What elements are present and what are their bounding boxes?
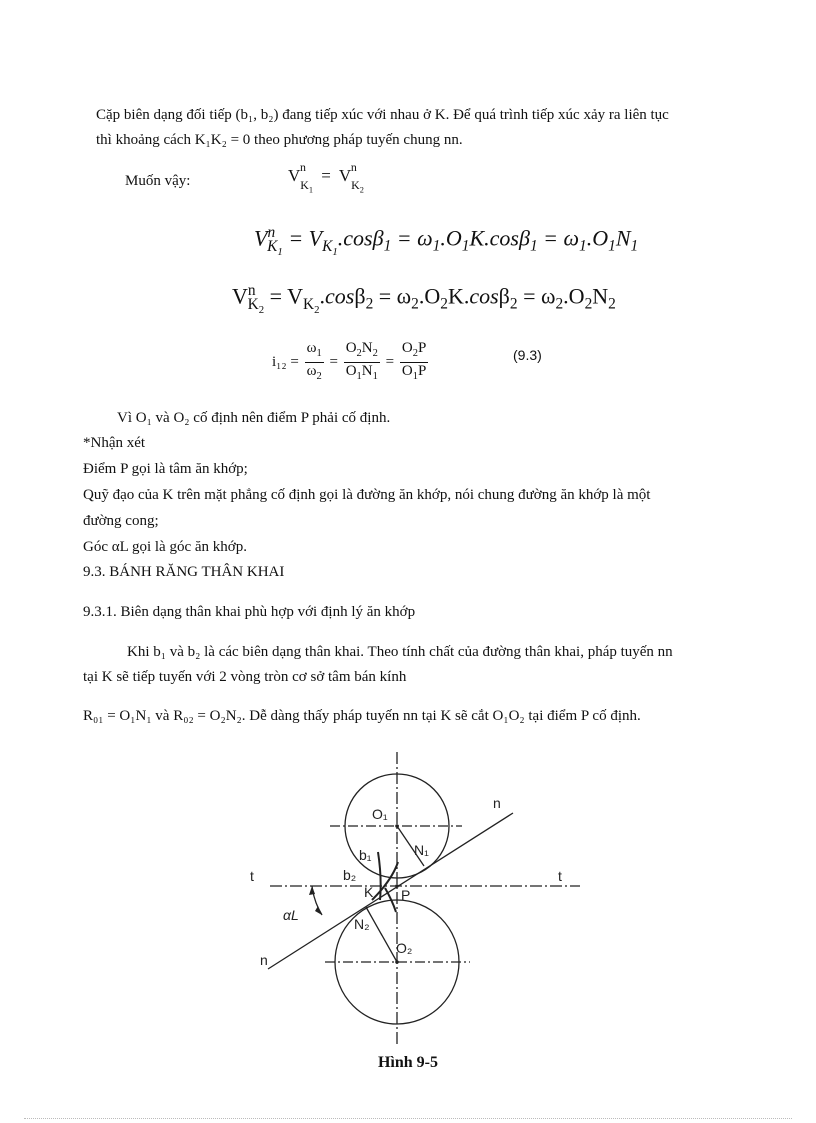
- label-n2: N₂: [354, 916, 370, 932]
- equation-3: $V^n_{K_2} = V_{K_2}.\cos\beta_2 = \omega_2.O_2K.\cos\beta_2 = \omega_2.O_2N_2$: [232, 282, 616, 316]
- label-k: K: [364, 884, 374, 900]
- paragraph-1-line-1: Cặp biên dạng đối tiếp (b₁, b₂) đang tiếp xúc với nhau ở K. Để quá trình tiếp xúc xảy ra liên tục: [96, 107, 669, 123]
- label-n-top: n: [493, 795, 501, 811]
- label-p: P: [401, 887, 411, 903]
- point-o2: [395, 960, 399, 964]
- paragraph-1-line-2: thì khoảng cách K₁K₂ = 0 theo phương pháp tuyến chung nn.: [96, 132, 463, 148]
- point-o1: [395, 824, 399, 828]
- label-o2: O₂: [396, 940, 413, 956]
- angle-arrow-bottom: [315, 906, 322, 915]
- equation-1: $V_{K_1}$ n = $V_{K_2}$ n: [288, 160, 364, 195]
- figure-caption: Hình 9-5: [377, 1054, 438, 1071]
- muon-vay-label: Muốn vậy:: [125, 173, 191, 189]
- label-b1: b₁: [359, 847, 372, 863]
- angle-arrow-top: [309, 886, 315, 895]
- section-heading: 9.3. BÁNH RĂNG THÂN KHAI: [83, 564, 285, 580]
- label-n-bottom: n: [260, 952, 268, 968]
- goc-line: Góc αL gọi là góc ăn khớp.: [83, 539, 247, 555]
- label-t-left: t: [250, 868, 254, 884]
- radius-o2-n2: [366, 907, 397, 962]
- label-b2: b₂: [343, 867, 357, 883]
- khi-line-1: Khi b₁ và b₂ là các biên dạng thân khai. Theo tính chất của đường thân khai, pháp tuyến nn: [127, 644, 673, 660]
- eq4-lhs: i₁₂ =: [272, 353, 299, 370]
- subsection-heading: 9.3.1. Biên dạng thân khai phù hợp với định lý ăn khớp: [83, 604, 416, 620]
- khi-line-2: tại K sẽ tiếp tuyến với 2 vòng tròn cơ sở tâm bán kính: [83, 669, 407, 685]
- label-o1: O₁: [372, 806, 388, 822]
- label-alpha: αL: [283, 907, 299, 923]
- quy-dao-line-1: Quỹ đạo của K trên mặt phẳng cố định gọi là đường ăn khớp, nói chung đường ăn khớp là một: [83, 487, 651, 503]
- quy-dao-line-2: đường cong;: [83, 513, 159, 529]
- normal-line-nn: [268, 813, 513, 969]
- diem-p-line: Điểm P gọi là tâm ăn khớp;: [83, 461, 248, 477]
- footer-rule: [24, 1118, 792, 1119]
- r-line: R₀₁ = O₁N₁ và R₀₂ = O₂N₂. Dễ dàng thấy pháp tuyến nn tại K sẽ cắt O₁O₂ tại điểm P cố định.: [83, 708, 641, 724]
- equation-2: $V^n_{K_1} = V_{K_1}.\cos\beta_1 = \omega_1.O_1K.\cos\beta_1 = \omega_1.O_1N_1$: [254, 224, 639, 258]
- equation-number: (9.3): [513, 347, 542, 363]
- label-n1: N₁: [414, 842, 429, 858]
- nhan-xet-heading: *Nhận xét: [83, 435, 146, 451]
- equation-4: i₁₂ = $\frac{\omega_1}{\omega_2}$ = $\frac{O_2N_2}{O_1N_1}$ = $\frac{O_2P}{O_1P}$: [272, 340, 427, 382]
- label-t-right: t: [558, 868, 562, 884]
- point-p: [395, 884, 399, 888]
- vi-line: Vì O₁ và O₂ cố định nên điểm P phải cố định.: [117, 410, 391, 426]
